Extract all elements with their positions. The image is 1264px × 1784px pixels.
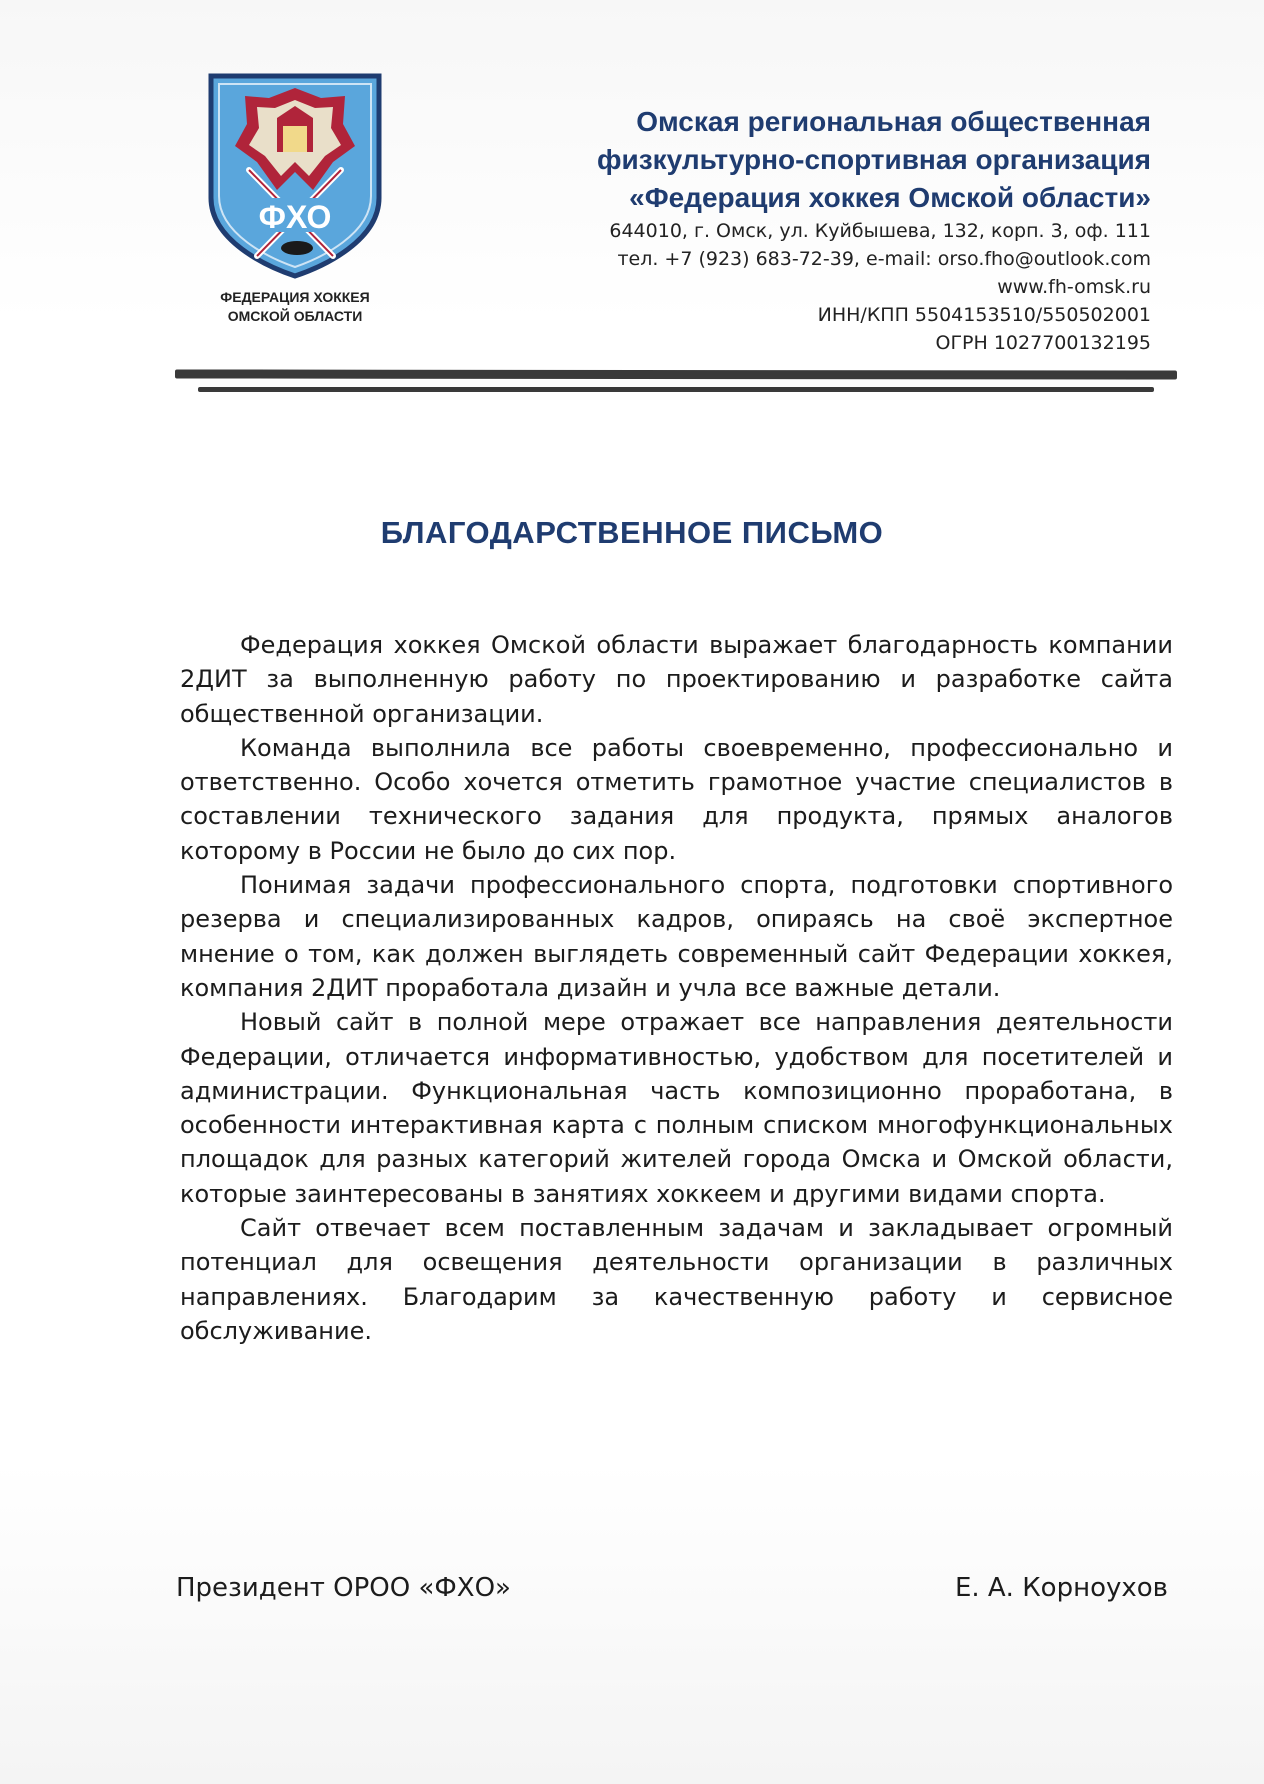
letterhead: [431, 103, 1151, 357]
header-divider-thin: [198, 387, 1154, 392]
org-contacts: тел. +7 (923) 683-72-39, e-mail: orso.fho@outlook.com: [617, 248, 1151, 270]
org-website: www.fh-omsk.ru: [997, 276, 1151, 298]
letter-paragraph: Понимая задачи профессионального спорта, подготовки спортивного резерва и специализированных кадров, опираясь на своё экспертное мнение о том, как должен выглядеть современный сайт Федерации хоккея, компания 2ДИТ проработала дизайн и учла все важные детали.: [180, 871, 1173, 1002]
logo-abbreviation: ФХО: [258, 199, 332, 235]
org-title-line: Омская региональная общественная: [636, 106, 1151, 137]
letter-title: БЛАГОДАРСТВЕННОЕ ПИСЬМО: [380, 515, 884, 550]
letter-body: [180, 628, 1173, 1348]
logo-caption-line: ФЕДЕРАЦИЯ ХОККЕЯ: [220, 289, 370, 305]
shield-emblem-icon: [205, 70, 385, 280]
org-inn: ИНН/КПП 5504153510/550502001: [817, 304, 1151, 326]
letter-paragraph: Новый сайт в полной мере отражает все направления деятельности Федерации, отличается информативностью, удобством для посетителей и администрации. Функциональная часть композиционно проработана, в особенности интерактивная карта с полным списком многофункциональных площадок для разных категорий жителей города Омска и Омской области, которые заинтересованы в занятиях хоккеем и другими видами спорта.: [180, 1008, 1173, 1208]
letter-paragraph: Сайт отвечает всем поставленным задачам и закладывает огромный потенциал для освещения деятельности организации в различных направлениях. Благодарим за качественную работу и сервисное обслуживание.: [180, 1214, 1173, 1345]
logo-caption: [205, 288, 385, 326]
org-title-line: физкультурно-спортивная организация: [597, 144, 1151, 175]
federation-logo: [205, 70, 385, 330]
org-address: 644010, г. Омск, ул. Куйбышева, 132, корп. 3, оф. 111: [609, 220, 1151, 242]
letter-paragraph: Команда выполнила все работы своевременно, профессионально и ответственно. Особо хочется отметить грамотное участие специалистов в составлении технического задания для продукта, прямых аналогов которому в России не было до сих пор.: [180, 733, 1173, 865]
header-divider-thick: [175, 369, 1177, 379]
org-title-line: «Федерация хоккея Омской области»: [629, 182, 1151, 213]
letter-paragraph: Федерация хоккея Омской области выражает благодарность компании 2ДИТ за выполненную работу по проектированию и разработке сайта общественной организации.: [180, 631, 1173, 728]
signatory-name: Е. А. Корноухов: [954, 1573, 1168, 1603]
logo-caption-line: ОМСКОЙ ОБЛАСТИ: [227, 308, 363, 324]
org-ogrn: ОГРН 1027700132195: [935, 332, 1151, 354]
signatory-position: Президент ОРОО «ФХО»: [176, 1573, 511, 1603]
